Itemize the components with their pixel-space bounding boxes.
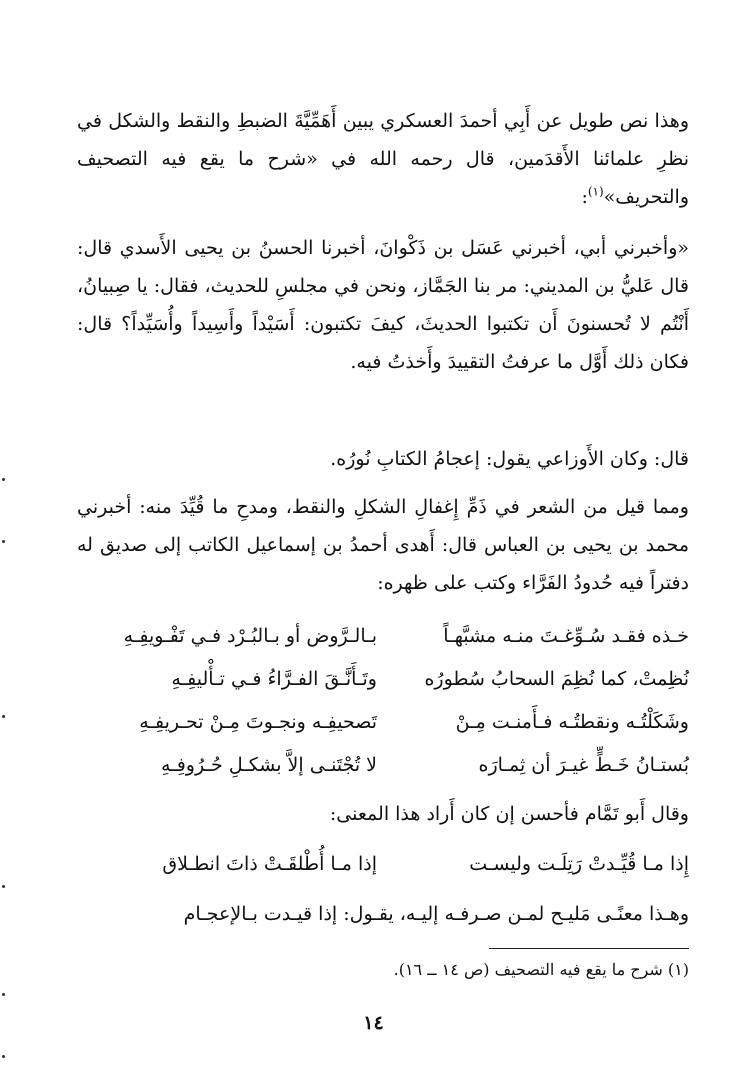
paragraph-intro-colon: :	[581, 186, 588, 208]
paragraph-abu-tammam: وقال أَبو تَمَّام فأحسن إن كان أَراد هذا المعنى:	[329, 803, 689, 825]
footnote: (١) شرح ما يقع فيه التصحيف (ص ١٤ ــ ١٦).	[393, 960, 689, 979]
paragraph-poetry-intro: ومما قيل من الشعر في ذَمِّ إِغفالِ الشكلِ والنقط، ومدحِ ما قُيِّدَ منه: أخبرني محمد بن يحيى بن العباس قال: أَهدى أحمدُ بن إسماعيل الكاتب إلى صديق له دفتراً فيه حُدودُ الفَرَّاء وكتب على ظهره:	[77, 496, 689, 594]
verse-second-hemistich: إذا مـا أُطْلقَـتْ ذاتَ انطـلاق	[162, 853, 377, 875]
paragraph-intro	[77, 102, 689, 216]
margin-mark	[2, 993, 5, 996]
footnote-ref: (١)	[587, 184, 604, 199]
paragraph-commentary: وهـذا معنًـى مَليـح لمـن صـرفـه إليـه، يقـول: إذا قيـدت بـالإعجـام	[183, 903, 689, 925]
margin-mark	[2, 885, 5, 888]
verse-first-hemistich: إِذا مـا قُيِّـدتْ رَتِلَـت وليسـت	[469, 853, 689, 875]
verse-line	[77, 659, 689, 699]
verse-line	[77, 844, 689, 884]
verse-line	[77, 616, 689, 656]
page-number: ١٤	[363, 1012, 384, 1034]
verse-line	[77, 745, 689, 785]
verse-first-hemistich: نُظِمتْ، كما نُظِمَ السحابُ سُطورُه	[424, 668, 689, 690]
paragraph-intro-text: وهذا نص طويل عن أَبِي أحمدَ العسكري يبين أَهَمِّيَّةَ الضبطِ والنقط والشكل في نظرِ علمائنا الأَقدَمين، قال رحمه الله في «شرح ما يقع فيه التصحيف والتحريف»	[77, 110, 689, 208]
paragraph-awzai: قال: وكان الأَوزاعي يقول: إعجامُ الكتابِ نُورُه.	[330, 448, 689, 470]
margin-mark	[2, 540, 5, 543]
footnote-divider	[489, 948, 689, 949]
margin-mark	[2, 1055, 5, 1058]
verse-first-hemistich: وشَكَلْتُـه ونقطتُـه فـأَمنـت مِـنْ	[455, 711, 689, 733]
margin-mark	[2, 478, 5, 481]
verse-first-hemistich: خـذه فقـد سُـوِّغـتَ منـه مشبَّهـاً	[443, 625, 689, 647]
verse-second-hemistich: لا تُجْتَنـى إلاَّ بشكـلِ حُـرُوفِـهِ	[160, 754, 377, 776]
verse-line	[77, 702, 689, 742]
verse-first-hemistich: بُستـانُ خَـطٍّ غيـرَ أن ثِمـارَه	[478, 754, 689, 776]
margin-mark	[2, 715, 5, 718]
verse-second-hemistich: وتَـأَنَّـقَ الفـرَّاءُ فـي تـأْليفِـهِ	[171, 668, 377, 690]
verse-second-hemistich: بـالـرَّوض أو بـالبُـرْد فـي تَفْـويفِـهِ	[123, 625, 377, 647]
verse-second-hemistich: تَصحيفِـه ونجـوتَ مِـنْ تحـريفِـهِ	[139, 711, 377, 733]
paragraph-narration: «وأخبرني أبي، أخبرني عَسَل بن ذَكْوانَ، أخبرنا الحسنُ بن يحيى الأَسدي قال: قال عَليُّ بن المديني: مر بنا الجَمَّاز، ونحن في مجلسِ للحديث، فقال: يا صِبيانُ، أَنْتُم لا تُحسنونَ أَن تكتبوا الحديثَ، كيفَ تكتبون: أَسَيْداً وأَسِيداً وأُسَيِّداً؟ قال: فكان ذلك أَوَّل ما عرفتُ التقييدَ وأَخذتُ فيه.	[77, 237, 689, 373]
